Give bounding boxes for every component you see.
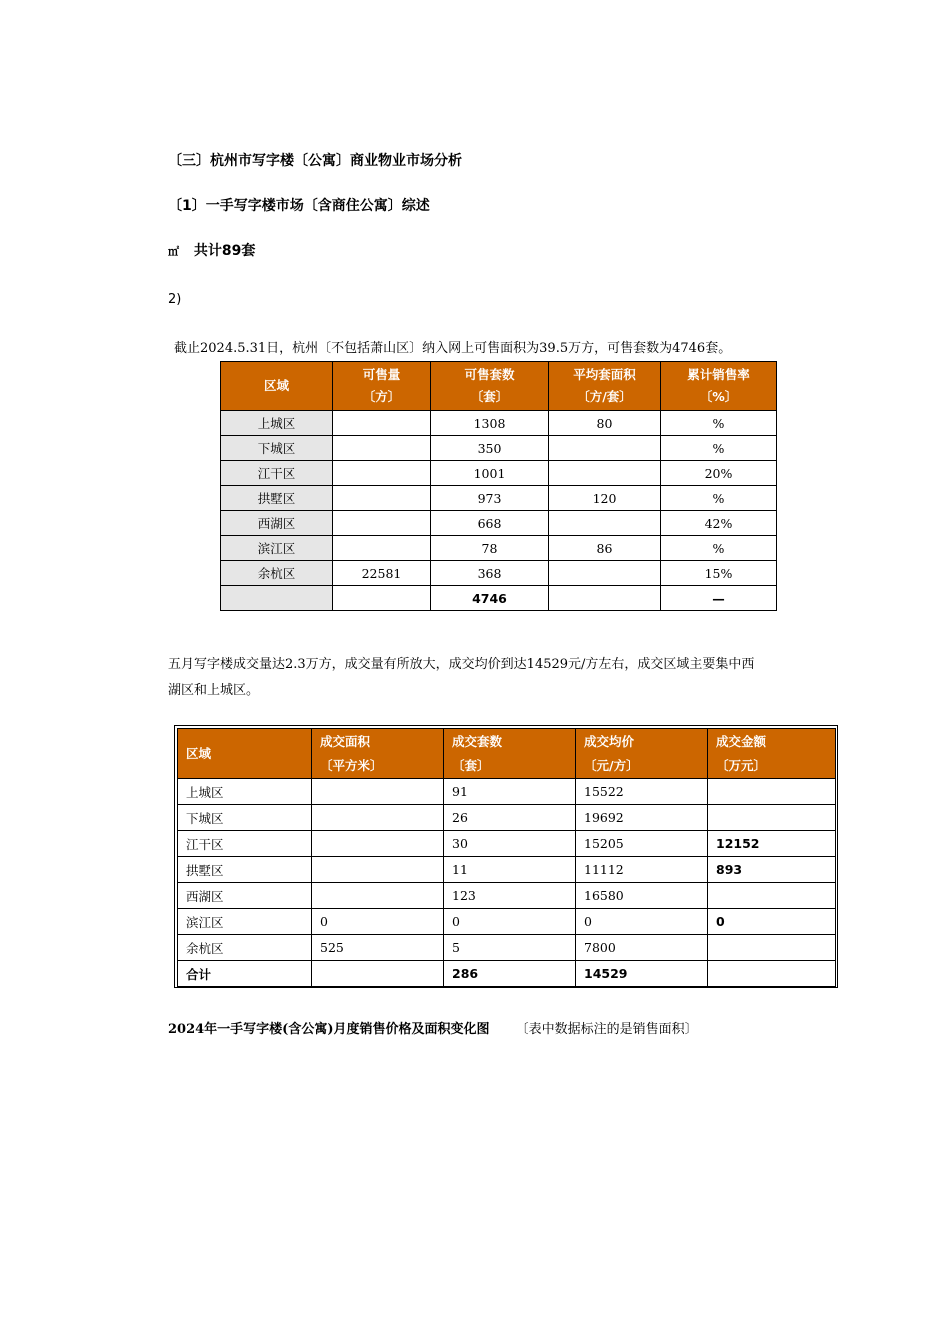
- table-cell: 80: [549, 411, 661, 436]
- column-header-unit: 〔平方米〕: [320, 757, 383, 773]
- table-cell: [312, 779, 444, 805]
- table-cell: %: [661, 486, 777, 511]
- table-row: [178, 805, 836, 831]
- table-cell: %: [661, 536, 777, 561]
- table-cell: 5: [444, 935, 576, 961]
- table-cell: 合计: [178, 961, 312, 987]
- column-header-label: 成交套数: [452, 733, 503, 749]
- table-cell: 1001: [431, 461, 549, 486]
- column-header-label: 成交金额: [716, 733, 767, 749]
- table-cell: 123: [444, 883, 576, 909]
- table-cell: [312, 883, 444, 909]
- table-cell: 22581: [333, 561, 431, 586]
- subsection-heading: 〔1〕一手写字楼市场〔含商住公寓〕综述: [168, 198, 430, 214]
- list-marker: 2): [168, 292, 182, 307]
- table-row: [221, 536, 777, 561]
- table-cell: 19692: [576, 805, 708, 831]
- table-cell: 拱墅区: [178, 857, 312, 883]
- table-row: [178, 831, 836, 857]
- table-cell: 20%: [661, 461, 777, 486]
- table-cell: [221, 586, 333, 611]
- table-cell: [708, 805, 836, 831]
- table-cell: 1308: [431, 411, 549, 436]
- table-cell: 15205: [576, 831, 708, 857]
- table-cell: 0: [312, 909, 444, 935]
- table-cell: 12152: [708, 831, 836, 857]
- table-cell: 4746: [431, 586, 549, 611]
- column-header-label: 可售量: [362, 367, 401, 382]
- table-cell: 15%: [661, 561, 777, 586]
- table-cell: [333, 461, 431, 486]
- transaction-table: [177, 728, 836, 987]
- table-cell: 91: [444, 779, 576, 805]
- column-header-label: 区域: [186, 745, 212, 761]
- table-cell: 0: [576, 909, 708, 935]
- column-header: [444, 729, 576, 779]
- table-row: [221, 436, 777, 461]
- table-cell: [333, 586, 431, 611]
- table-cell: 350: [431, 436, 549, 461]
- unit-label: ㎡: [168, 245, 179, 258]
- table-cell: [708, 779, 836, 805]
- table-cell: 下城区: [178, 805, 312, 831]
- table-cell: 拱墅区: [221, 486, 333, 511]
- chart-caption-title: 2024年一手写字楼(含公寓)月度销售价格及面积变化图: [168, 1022, 490, 1037]
- table-cell: 16580: [576, 883, 708, 909]
- column-header-label: 可售套数: [464, 367, 515, 382]
- column-header-unit: 〔方〕: [362, 389, 401, 404]
- table-cell: 86: [549, 536, 661, 561]
- table-row: [178, 883, 836, 909]
- intro-paragraph-2: [168, 652, 754, 704]
- table-header-row: [178, 729, 836, 779]
- table-cell: [312, 831, 444, 857]
- table-cell: 11: [444, 857, 576, 883]
- table-row: [178, 779, 836, 805]
- table-row: [178, 857, 836, 883]
- table-cell: [333, 411, 431, 436]
- table-cell: [708, 935, 836, 961]
- table-row: [221, 511, 777, 536]
- table-row: [221, 486, 777, 511]
- table-cell: 668: [431, 511, 549, 536]
- table-cell: [549, 436, 661, 461]
- column-header-label: 成交均价: [584, 733, 635, 749]
- transaction-table-frame: [174, 725, 838, 988]
- table-cell: —: [661, 586, 777, 611]
- table-cell: 余杭区: [221, 561, 333, 586]
- table-cell: %: [661, 411, 777, 436]
- table-header-row: [221, 362, 777, 411]
- table-cell: [312, 805, 444, 831]
- table-cell: [708, 883, 836, 909]
- table-cell: [708, 961, 836, 987]
- table-body: [178, 779, 836, 987]
- table-cell: 余杭区: [178, 935, 312, 961]
- table-cell: 30: [444, 831, 576, 857]
- table-cell: 11112: [576, 857, 708, 883]
- table-cell: [312, 857, 444, 883]
- summary-text: 共计89套: [193, 243, 256, 259]
- table-cell: 78: [431, 536, 549, 561]
- table-cell: 西湖区: [221, 511, 333, 536]
- table-cell: 525: [312, 935, 444, 961]
- column-header-label: 区域: [263, 378, 289, 393]
- column-header-unit: 〔套〕: [470, 389, 509, 404]
- table-cell: 7800: [576, 935, 708, 961]
- table-cell: [333, 436, 431, 461]
- table-cell: 0: [444, 909, 576, 935]
- table-cell: 江干区: [178, 831, 312, 857]
- column-header: [221, 362, 333, 411]
- table-cell: 15522: [576, 779, 708, 805]
- column-header-unit: 〔万元〕: [716, 757, 767, 773]
- column-header: [549, 362, 661, 411]
- table-cell: 286: [444, 961, 576, 987]
- table-cell: 120: [549, 486, 661, 511]
- table-cell: 0: [708, 909, 836, 935]
- table-cell: 江干区: [221, 461, 333, 486]
- table-row: [178, 935, 836, 961]
- column-header: [431, 362, 549, 411]
- intro-paragraph-2-line1: 五月写字楼成交量达2.3万方，成交量有所放大，成交均价到达14529元/方左右，成交区域主要集中西: [168, 657, 755, 672]
- available-stock-table: [220, 361, 777, 611]
- column-header: [312, 729, 444, 779]
- table-cell: %: [661, 436, 777, 461]
- table-cell: 西湖区: [178, 883, 312, 909]
- column-header: [333, 362, 431, 411]
- column-header-unit: 〔套〕: [452, 757, 490, 773]
- table-row: [178, 961, 836, 987]
- table-cell: 上城区: [178, 779, 312, 805]
- intro-paragraph-1: 截止2024.5.31日，杭州〔不包括萧山区〕纳入网上可售面积为39.5万方，可售套数为4746套。: [174, 341, 732, 356]
- table-cell: 973: [431, 486, 549, 511]
- column-header: [576, 729, 708, 779]
- table-cell: [312, 961, 444, 987]
- table-cell: 42%: [661, 511, 777, 536]
- chart-caption: [168, 1018, 698, 1037]
- column-header-label: 成交面积: [320, 733, 371, 749]
- table-row: [178, 909, 836, 935]
- column-header: [178, 729, 312, 779]
- table-row: [221, 586, 777, 611]
- table-cell: 下城区: [221, 436, 333, 461]
- table-row: [221, 461, 777, 486]
- table-cell: [549, 461, 661, 486]
- table-cell: [333, 486, 431, 511]
- table-cell: 368: [431, 561, 549, 586]
- table-row: [221, 411, 777, 436]
- column-header-unit: 〔%〕: [699, 389, 738, 404]
- table-cell: [333, 511, 431, 536]
- table-cell: 滨江区: [178, 909, 312, 935]
- table-cell: 上城区: [221, 411, 333, 436]
- section-heading: 〔三〕杭州市写字楼〔公寓〕商业物业市场分析: [168, 153, 462, 169]
- table-cell: [549, 511, 661, 536]
- table-cell: 893: [708, 857, 836, 883]
- table-cell: [333, 536, 431, 561]
- column-header-unit: 〔元/方〕: [584, 757, 639, 773]
- table-cell: 14529: [576, 961, 708, 987]
- intro-paragraph-2-line2: 湖区和上城区。: [168, 683, 260, 698]
- column-header: [708, 729, 836, 779]
- table-cell: [549, 586, 661, 611]
- column-header-unit: 〔方/套〕: [577, 389, 632, 404]
- column-header-label: 累计销售率: [687, 367, 750, 382]
- table-cell: 滨江区: [221, 536, 333, 561]
- column-header-label: 平均套面积: [573, 367, 636, 382]
- table-row: [221, 561, 777, 586]
- chart-caption-note: 〔表中数据标注的是销售面积〕: [515, 1022, 698, 1037]
- column-header: [661, 362, 777, 411]
- table-cell: [549, 561, 661, 586]
- summary-line: [168, 240, 255, 260]
- table-cell: 26: [444, 805, 576, 831]
- table-body: [221, 411, 777, 611]
